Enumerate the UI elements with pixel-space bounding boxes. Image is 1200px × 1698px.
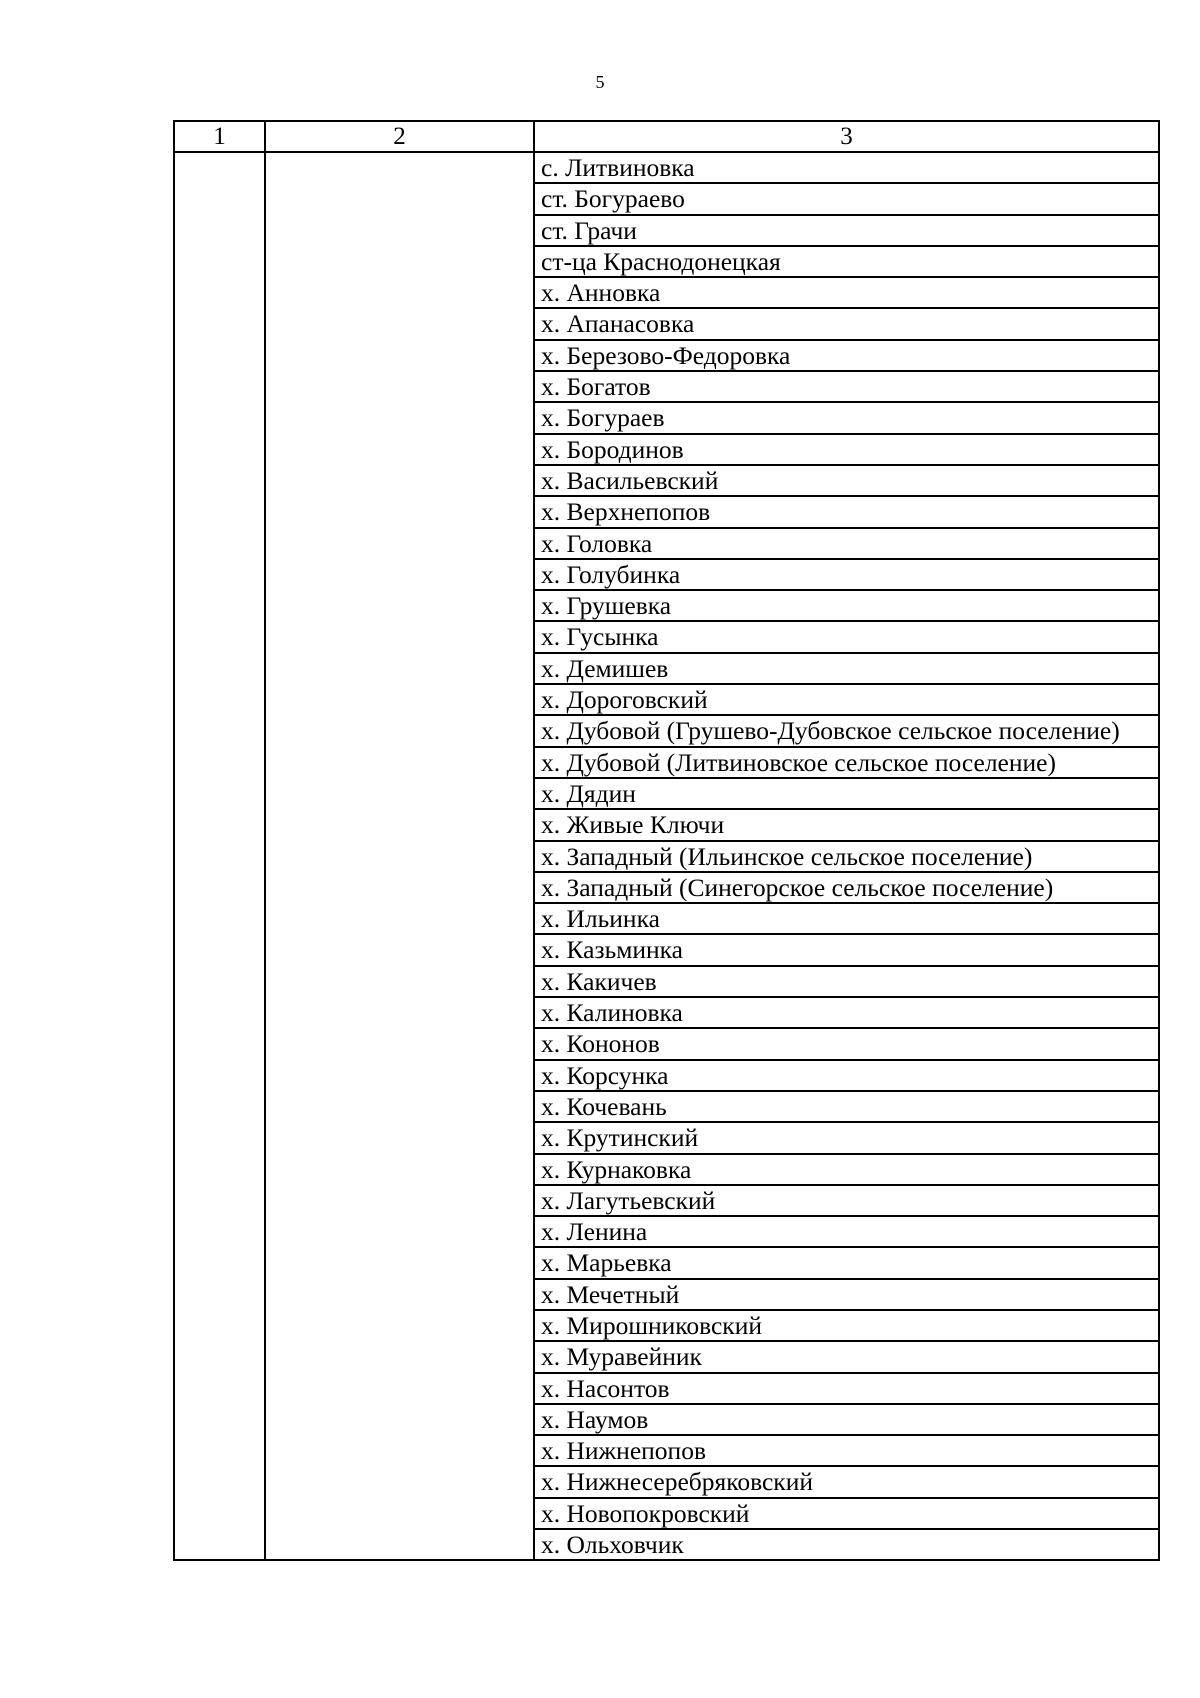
settlement-row <box>535 559 1158 590</box>
settlement-name: х. Анновка <box>535 277 1158 308</box>
settlement-name: с. Литвиновка <box>535 153 1158 183</box>
settlement-row <box>535 1091 1158 1122</box>
settlement-row <box>535 277 1158 308</box>
settlement-name: х. Какичев <box>535 966 1158 997</box>
col-3-cell <box>534 152 1159 1560</box>
settlement-name: ст-ца Краснодонецкая <box>535 246 1158 277</box>
settlement-list <box>535 153 1158 1559</box>
header-row <box>174 121 1159 152</box>
settlement-name: х. Новопокровский <box>535 1498 1158 1529</box>
settlement-row <box>535 1466 1158 1497</box>
settlement-row <box>535 1247 1158 1278</box>
settlement-name: х. Богураев <box>535 402 1158 433</box>
settlement-row <box>535 1122 1158 1153</box>
settlement-row <box>535 1404 1158 1435</box>
settlement-name: х. Головка <box>535 528 1158 559</box>
settlement-name: х. Лагутьевский <box>535 1185 1158 1216</box>
settlement-name: х. Верхнепопов <box>535 496 1158 527</box>
settlement-row <box>535 872 1158 903</box>
settlement-row <box>535 809 1158 840</box>
settlement-name: х. Гусынка <box>535 621 1158 652</box>
settlement-row <box>535 747 1158 778</box>
settlement-name: х. Западный (Ильинское сельское поселение) <box>535 841 1158 872</box>
settlement-row <box>535 371 1158 402</box>
col-2-cell <box>265 152 534 1560</box>
page-number: 5 <box>595 72 605 92</box>
settlement-row <box>535 934 1158 965</box>
settlement-row <box>535 1529 1158 1559</box>
settlement-row <box>535 340 1158 371</box>
settlement-name: х. Дубовой (Литвиновское сельское поселение) <box>535 747 1158 778</box>
settlement-name: х. Дороговский <box>535 684 1158 715</box>
header-col-3: 3 <box>534 121 1159 152</box>
settlement-name: х. Бородинов <box>535 434 1158 465</box>
settlement-row <box>535 1341 1158 1372</box>
settlement-row <box>535 778 1158 809</box>
header-col-2: 2 <box>265 121 534 152</box>
col-1-cell <box>174 152 265 1560</box>
settlements-table <box>173 120 1160 1561</box>
settlement-row <box>535 715 1158 746</box>
settlement-row <box>535 183 1158 214</box>
settlement-row <box>535 402 1158 433</box>
settlement-name: х. Крутинский <box>535 1122 1158 1153</box>
settlement-row <box>535 684 1158 715</box>
settlement-name: ст. Богураево <box>535 183 1158 214</box>
settlement-name: х. Васильевский <box>535 465 1158 496</box>
settlement-row <box>535 841 1158 872</box>
settlement-name: х. Березово-Федоровка <box>535 340 1158 371</box>
settlement-row <box>535 590 1158 621</box>
settlement-row <box>535 653 1158 684</box>
settlement-row <box>535 308 1158 339</box>
settlement-name: х. Калиновка <box>535 997 1158 1028</box>
settlement-row <box>535 621 1158 652</box>
settlement-name: х. Живые Ключи <box>535 809 1158 840</box>
settlement-name: х. Мирошниковский <box>535 1310 1158 1341</box>
settlement-row <box>535 496 1158 527</box>
settlement-row <box>535 1154 1158 1185</box>
settlement-row <box>535 1435 1158 1466</box>
settlement-row <box>535 465 1158 496</box>
settlement-name: х. Демишев <box>535 653 1158 684</box>
settlement-row <box>535 1310 1158 1341</box>
settlement-name: х. Ленина <box>535 1216 1158 1247</box>
settlement-name: х. Нижнесеребряковский <box>535 1466 1158 1497</box>
settlement-name: х. Насонтов <box>535 1373 1158 1404</box>
settlement-name: х. Грушевка <box>535 590 1158 621</box>
settlement-row <box>535 1216 1158 1247</box>
settlement-name: х. Дядин <box>535 778 1158 809</box>
settlement-name: х. Богатов <box>535 371 1158 402</box>
settlement-row <box>535 1498 1158 1529</box>
settlement-name: х. Муравейник <box>535 1341 1158 1372</box>
settlement-name: ст. Грачи <box>535 215 1158 246</box>
settlement-row <box>535 153 1158 183</box>
settlement-name: х. Апанасовка <box>535 308 1158 339</box>
settlement-row <box>535 1060 1158 1091</box>
settlement-row <box>535 1028 1158 1059</box>
settlement-name: х. Корсунка <box>535 1060 1158 1091</box>
settlement-name: х. Наумов <box>535 1404 1158 1435</box>
settlement-name: х. Кононов <box>535 1028 1158 1059</box>
settlement-name: х. Курнаковка <box>535 1154 1158 1185</box>
settlement-name: х. Ильинка <box>535 903 1158 934</box>
settlement-row <box>535 997 1158 1028</box>
settlement-name: х. Марьевка <box>535 1247 1158 1278</box>
settlement-name: х. Кочевань <box>535 1091 1158 1122</box>
settlement-row <box>535 434 1158 465</box>
body-row <box>174 152 1159 1560</box>
settlement-row <box>535 528 1158 559</box>
settlement-name: х. Нижнепопов <box>535 1435 1158 1466</box>
header-col-1: 1 <box>174 121 265 152</box>
settlement-row <box>535 1185 1158 1216</box>
settlement-row <box>535 903 1158 934</box>
settlement-name: х. Голубинка <box>535 559 1158 590</box>
settlement-row <box>535 966 1158 997</box>
settlement-name: х. Казьминка <box>535 934 1158 965</box>
settlement-row <box>535 215 1158 246</box>
settlement-name: х. Мечетный <box>535 1279 1158 1310</box>
settlement-name: х. Западный (Синегорское сельское поселение) <box>535 872 1158 903</box>
settlement-name: х. Дубовой (Грушево-Дубовское сельское поселение) <box>535 715 1158 746</box>
settlement-row <box>535 246 1158 277</box>
settlement-row <box>535 1279 1158 1310</box>
settlement-row <box>535 1373 1158 1404</box>
settlement-name: х. Ольховчик <box>541 1530 684 1560</box>
